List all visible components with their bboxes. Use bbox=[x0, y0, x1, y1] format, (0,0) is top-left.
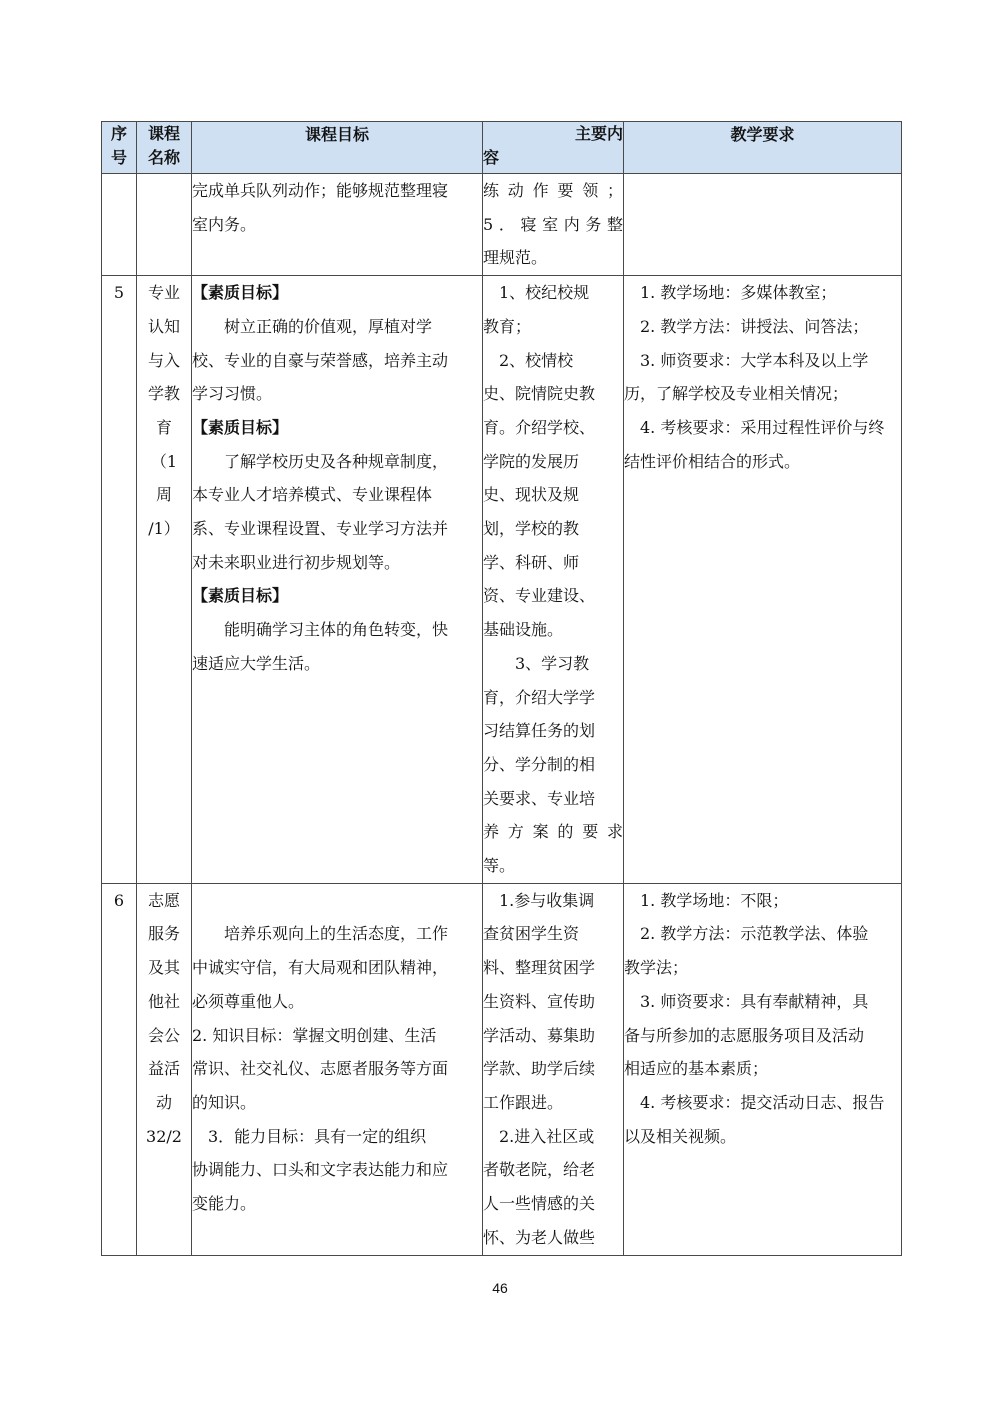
cell-seq bbox=[102, 174, 137, 276]
header-teaching-requirement: 教学要求 bbox=[624, 122, 902, 174]
cell-name bbox=[137, 174, 192, 276]
table-row bbox=[102, 883, 902, 1255]
header-seq: 序 号 bbox=[102, 122, 137, 174]
table-header-row bbox=[102, 122, 902, 174]
header-course-name: 课程 名称 bbox=[137, 122, 192, 174]
cell-seq: 6 bbox=[102, 883, 137, 1255]
header-main-content: 主要内 容 bbox=[483, 122, 624, 174]
cell-content: 1、校纪校规 教育； 2、校情校 史、院情院史教 育。介绍学校、 学院的发展历 史、现状及规 划，学校的教 学、科研、师 资、专业建设、 基础设施。 3、学习教 育，介绍大学学 习结算任务的划 分、学分制的相 关要求、专业培 养方案的要求 等。 bbox=[483, 276, 624, 884]
cell-goal: 【素质目标】 树立正确的价值观，厚植对学 校、专业的自豪与荣誉感，培养主动 学习习惯。 【素质目标】 了解学校历史及各种规章制度， 本专业人才培养模式、专业课程体 系、专业课程设置、专业学习方法并 对未来职业进行初步规划等。 【素质目标】 能明确学习主体的角色转变，快 速适应大学生活。 bbox=[192, 276, 483, 884]
cell-content: 练动作要领； 5．寝室内务整 理规范。 bbox=[483, 174, 624, 276]
cell-goal: 完成单兵队列动作；能够规范整理寝 室内务。 bbox=[192, 174, 483, 276]
cell-requirement: 1. 教学场地：不限； 2. 教学方法：示范教学法、体验 教学法； 3. 师资要求：具有奉献精神，具 备与所参加的志愿服务项目及活动 相适应的基本素质； 4. 考核要求：提交活动日志、报告 以及相关视频。 bbox=[624, 883, 902, 1255]
header-course-goal: 课程目标 bbox=[192, 122, 483, 174]
curriculum-table bbox=[101, 121, 902, 1256]
table-row bbox=[102, 174, 902, 276]
cell-requirement bbox=[624, 174, 902, 276]
cell-requirement: 1. 教学场地：多媒体教室； 2. 教学方法：讲授法、问答法； 3. 师资要求：大学本科及以上学 历，了解学校及专业相关情况； 4. 考核要求：采用过程性评价与终 结性评价相结合的形式。 bbox=[624, 276, 902, 884]
table-row bbox=[102, 276, 902, 884]
page-number: 46 bbox=[492, 1280, 508, 1296]
cell-name: 专业 认知 与入 学教 育 （1 周 /1） bbox=[137, 276, 192, 884]
cell-content: 1.参与收集调 查贫困学生资 料、整理贫困学 生资料、宣传助 学活动、募集助 学款、助学后续 工作跟进。 2.进入社区或 者敬老院，给老 人一些情感的关 怀、为老人做些 bbox=[483, 883, 624, 1255]
cell-goal: 培养乐观向上的生活态度，工作 中诚实守信，有大局观和团队精神， 必须尊重他人。 2. 知识目标：掌握文明创建、生活 常识、社交礼仪、志愿者服务等方面 的知识。 3．能力目标：具有一定的组织 协调能力、口头和文字表达能力和应 变能力。 bbox=[192, 883, 483, 1255]
cell-seq: 5 bbox=[102, 276, 137, 884]
cell-name: 志愿 服务 及其 他社 会公 益活 动 32/2 bbox=[137, 883, 192, 1255]
